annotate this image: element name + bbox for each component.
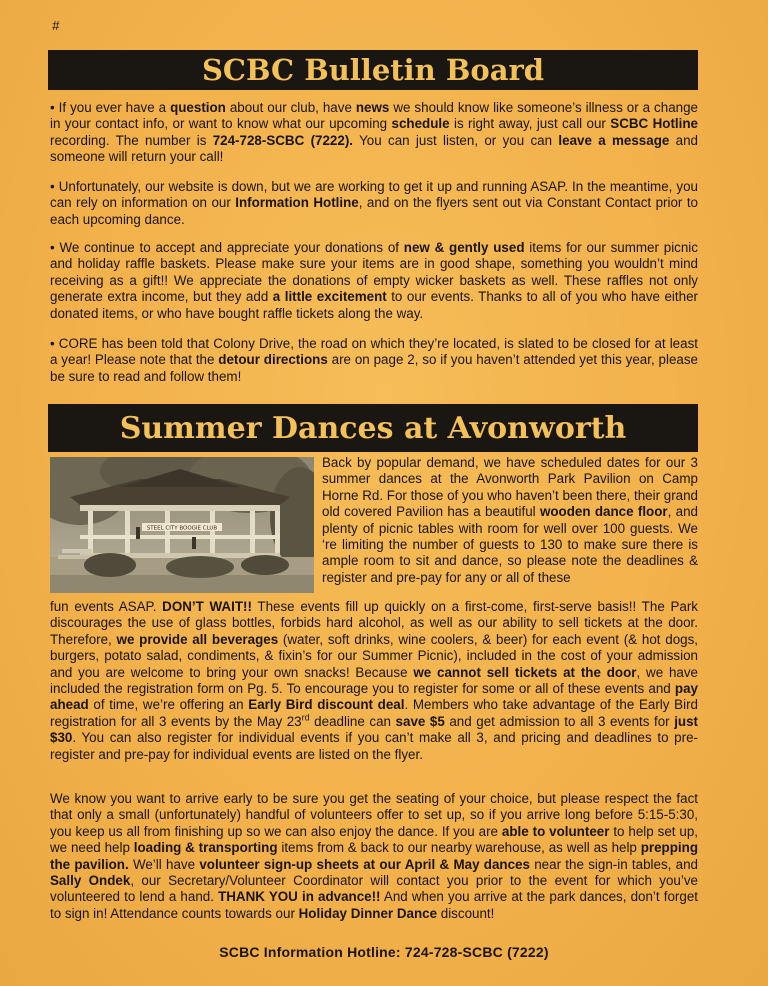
bullet: • xyxy=(50,336,55,351)
bullet: • xyxy=(50,240,55,255)
pavilion-sign-text: STEEL CITY BOOGIE CLUB xyxy=(146,525,218,532)
corner-mark: # xyxy=(52,18,60,33)
volunteer-paragraph: We know you want to arrive early to be sure you get the seating of your choice, but please respect the fact that only a small (unfortunately) handful of volunteers offer to set up, so if you arrive long before 5:15-5:30, you keep us all from finishing up so we can also enjoy the dance. If you are able to volunteer to help set up, we need help loading & transporting items from & back to our nearby warehouse, as well as help prepping the pavilion. We’ll have volunteer sign-up sheets at our April & May dances near the sign-in tables, and Sally Ondek, our Secretary/Volunteer Coordinator will contact you prior to the event for which you’ve volunteered to lend a hand. THANK YOU in advance!! And when you arrive at the park dances, don’t forget to sign in! Attendance counts towards our Holiday Dinner Dance discount! xyxy=(50,791,699,921)
pavilion-photo xyxy=(50,457,314,593)
bulletin-item-detour: • CORE has been told that Colony Drive, the road on which they’re located, is slated to be closed for at least a year! Please note that the detour directions are on page 2, so if you haven’t attended yet this year, please be sure to read and follow them! xyxy=(50,336,698,384)
dances-details-paragraph: fun events ASAP. DON’T WAIT!! These events fill up quickly on a first-come, first-serve basis!! The Park discourages the use of glass bottles, forbids hard alcohol, as well as our ability to sell tickets at the door. Therefore, we provide all beverages (water, soft drinks, wine coolers, & beer) for each event (& hot dogs, burgers, potato salad, condiments, & fixin’s for our Summer Picnic), included in the cost of your admission and you are welcome to bring your own snacks! Because we cannot sell tickets at the door, we have included the registration form on Pg. 5. To encourage you to register for some or all of these events and pay ahead of time, we’re offering an Early Bird discount deal. Members who take advantage of the Early Bird registration for all 3 events by the May 23rd deadline can save $5 and get admission to all 3 events for just $30. You can also register for individual events if you can’t make all 3, and pricing and deadlines to pre-register and pre-pay for individual events are listed on the flyer. xyxy=(50,599,699,762)
bullet: • xyxy=(50,100,55,115)
summer-dances-banner: Summer Dances at Avonworth xyxy=(48,404,698,452)
bullet: • xyxy=(50,179,55,194)
bulletin-item-website: • Unfortunately, our website is down, but we are working to get it up and running ASAP. In the meantime, you can rely on information on our Information Hotline, and on the flyers sent out via Constant Contact prior to each upcoming dance. xyxy=(50,179,699,227)
bulletin-item-donations: • We continue to accept and appreciate your donations of new & gently used items for our summer picnic and holiday raffle baskets. Please make sure your items are in good shape, something you wouldn’t mind receiving as a gift!! We appreciate the donations of empty wicker baskets as well. These raffles not only generate extra income, but they add a little excitement to our events. Thanks to all of you who have either donated items, or who have bought raffle tickets along the way. xyxy=(50,240,698,321)
dances-intro-paragraph: Back by popular demand, we have scheduled dates for our 3 summer dances at the Avonworth Park Pavilion on Camp Horne Rd. For those of you who haven’t been there, their grand old covered Pavilion has a beautiful wooden dance floor, and plenty of picnic tables with room for well over 100 guests. We ‘re limiting the number of guests to 130 to make sure there is ample room to sit and dance, so please note the deadlines & register and pre-pay for any or all of these xyxy=(322,455,698,585)
bulletin-board-banner: SCBC Bulletin Board xyxy=(48,50,698,90)
bulletin-item-hotline: • If you ever have a question about our club, have news we should know like someone’s illness or a change in your contact info, or want to know what our upcoming schedule is right away, just call our SCBC Hotline recording. The number is 724-728-SCBC (7222). You can just listen, or you can leave a message and someone will return your call! xyxy=(50,100,698,165)
hotline-footer: SCBC Information Hotline: 724-728-SCBC (7222) xyxy=(219,944,549,960)
